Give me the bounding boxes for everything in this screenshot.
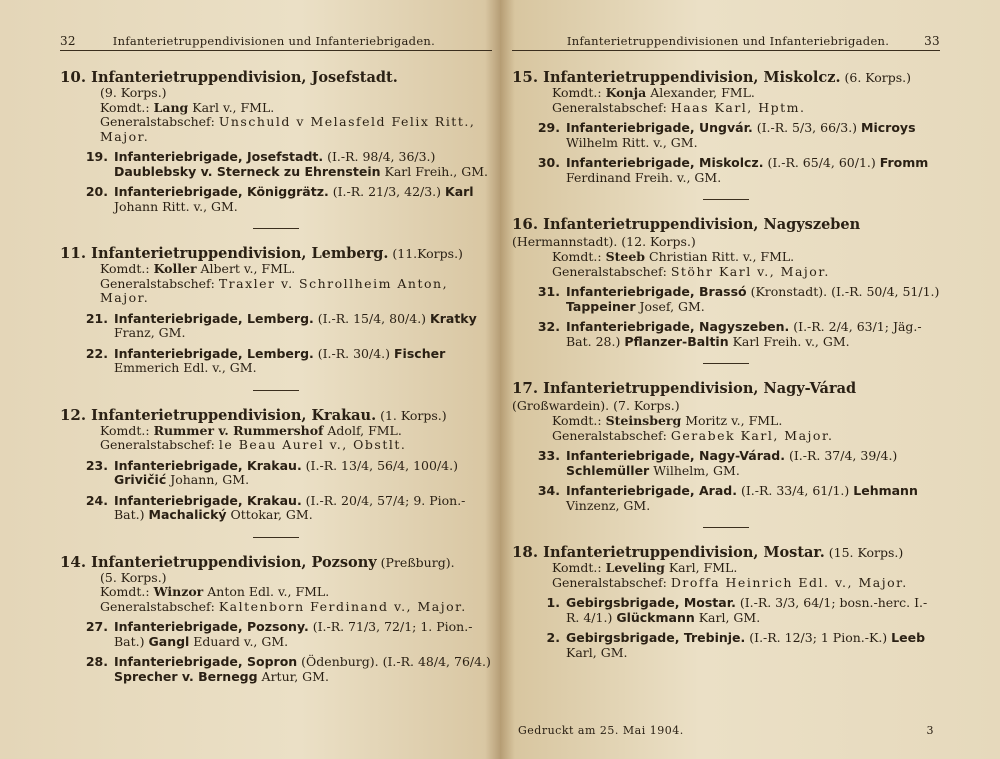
left-running-title: Infanterietruppendivisionen und Infanteriebrigaden. (112, 34, 436, 48)
division-title: Infanterietruppendivision, Pozsony (91, 553, 377, 571)
brigade-number: 1. (546, 595, 560, 610)
brigade-regiments: (Ödenburg). (I.-R. 48/4, 76/4.) (297, 654, 491, 669)
division-number: 16. (512, 215, 539, 233)
printer-footer (518, 724, 934, 737)
division-heading (512, 544, 940, 561)
info-detail: le Beau Aurel v., Obstlt. (218, 437, 407, 452)
brigade-entry (60, 655, 492, 684)
division-info-line (512, 265, 940, 280)
brigade-commander: Fischer (394, 345, 446, 361)
brigade-title: Gebirgsbrigade, Trebinje. (566, 630, 746, 645)
brigade-text (566, 285, 940, 314)
brigade-title: Infanteriebrigade, Lemberg. (114, 310, 314, 326)
info-label: Komdt.: (552, 85, 606, 100)
brigade-entry (60, 459, 492, 488)
brigade-commander-rank: Franz, GM. (114, 325, 186, 340)
division-title: Infanterietruppendivision, Josefstadt. (91, 69, 398, 86)
brigade-number: 22. (85, 345, 108, 361)
brigade-commander: Daublebsky v. Sterneck zu Ehrenstein (114, 163, 381, 179)
info-detail: Gerabek Karl, Major. (670, 427, 834, 443)
info-label: Komdt.: (552, 560, 606, 575)
info-label: Komdt.: (100, 261, 154, 276)
info-label: (9. Korps.) (100, 85, 167, 100)
right-page-number: 33 (924, 34, 940, 48)
info-detail: Haas Karl, Hptm. (670, 99, 806, 115)
brigade-number: 28. (85, 654, 108, 669)
commander-name: Leveling (605, 560, 665, 575)
brigade-text (114, 459, 492, 488)
brigade-commander-rank: Wilhelm, GM. (649, 462, 740, 478)
signature-mark: 3 (926, 724, 934, 737)
brigade-commander: Microys (861, 120, 916, 135)
brigade-entry (60, 620, 492, 649)
info-detail: Christian Ritt. v., FML. (645, 249, 795, 264)
brigade-number: 24. (85, 492, 108, 508)
brigade-title: Gebirgsbrigade, Mostar. (566, 595, 736, 610)
brigade-text (114, 655, 492, 684)
brigade-title: Infanteriebrigade, Brassó (566, 284, 747, 299)
brigade-title: Infanteriebrigade, Lemberg. (114, 345, 314, 361)
brigade-number: 34. (537, 483, 560, 498)
division-info-line (512, 101, 940, 116)
commander-name: Steeb (605, 249, 646, 264)
info-detail: Kaltenborn Ferdinand v., Major. (218, 598, 467, 614)
left-division-list (60, 69, 492, 684)
brigade-commander: Karl (445, 184, 474, 199)
info-label: Generalstabschef: (100, 598, 219, 614)
brigade-number: 27. (85, 619, 108, 634)
division-info-line (60, 438, 492, 453)
division-heading (60, 69, 492, 86)
division-heading (512, 216, 940, 250)
info-label: Komdt.: (100, 99, 154, 115)
brigade-text (114, 494, 492, 523)
brigade-regiments: (I.-R. 98/4, 36/3.) (323, 149, 436, 164)
brigade-number: 29. (537, 120, 560, 135)
division-info-line (60, 101, 492, 116)
brigade-commander-rank: Karl Freih. v., GM. (728, 333, 850, 349)
section-divider (703, 363, 749, 364)
brigade-commander-rank: Johann, GM. (166, 472, 250, 487)
division-info-line (512, 576, 940, 591)
brigade-regiments: (I.-R. 65/4, 60/1.) (763, 155, 880, 170)
division-block (60, 245, 492, 376)
right-running-title: Infanterietruppendivisionen und Infanteriebrigaden. (566, 34, 890, 48)
brigade-title: Infanteriebrigade, Krakau. (114, 457, 302, 473)
division-corps: (11.Korps.) (388, 246, 463, 261)
left-running-head (60, 34, 492, 51)
brigade-entry (512, 631, 940, 660)
division-corps: (1. Korps.) (376, 407, 447, 423)
brigade-commander: Glückmann (616, 609, 695, 625)
brigade-title: Infanteriebrigade, Nagy-Várad. (566, 448, 786, 463)
brigade-regiments: (I.-R. 13/4, 56/4, 100/4.) (301, 457, 458, 473)
brigade-entry (512, 596, 940, 625)
division-block (512, 216, 940, 349)
brigade-regiments: (I.-R. 15/4, 80/4.) (313, 310, 431, 326)
info-label: Generalstabschef: (552, 99, 671, 115)
info-detail: Anton Edl. v., FML. (203, 584, 330, 599)
brigade-commander: Sprecher v. Bernegg (114, 668, 258, 684)
brigade-text (114, 150, 492, 179)
brigade-number: 23. (85, 457, 108, 473)
info-label: Komdt.: (100, 422, 154, 438)
brigade-number: 19. (85, 149, 108, 164)
section-divider (253, 228, 299, 229)
brigade-title: Infanteriebrigade, Nagyszeben. (566, 319, 790, 334)
info-label: Generalstabschef: (100, 437, 219, 452)
division-title: Infanterietruppendivision, Nagy-Várad (543, 380, 857, 397)
division-corps: (15. Korps.) (824, 545, 904, 560)
brigade-commander-rank: Emmerich Edl. v., GM. (114, 360, 257, 375)
brigade-regiments: (I.-R. 12/3; 1 Pion.-K.) (745, 630, 892, 645)
brigade-commander-rank: Eduard v., GM. (189, 633, 289, 649)
division-block (512, 69, 940, 185)
section-divider (253, 390, 299, 391)
division-corps: (6. Korps.) (840, 70, 912, 85)
brigade-regiments: (I.-R. 37/4, 39/4.) (785, 448, 898, 463)
info-label: Komdt.: (100, 584, 154, 599)
brigade-entry (512, 156, 940, 185)
commander-name: Koller (153, 261, 197, 276)
commander-name: Konja (605, 85, 647, 100)
brigade-title: Infanteriebrigade, Ungvár. (566, 120, 753, 135)
division-corps: (Hermannstadt). (12. Korps.) (512, 234, 696, 249)
brigade-number: 20. (85, 184, 108, 199)
info-detail: Alexander, FML. (646, 85, 755, 100)
info-detail: Traxler v. Schrollheim Anton, Major. (100, 275, 449, 305)
info-detail: Unschuld v Melasfeld Felix Ritt., Major. (100, 114, 476, 144)
division-info-line (512, 561, 940, 576)
division-block (512, 544, 940, 660)
brigade-regiments: (I.-R. 33/4, 61/1.) (736, 483, 854, 498)
brigade-commander: Schlemüller (566, 462, 650, 478)
brigade-entry (60, 494, 492, 523)
left-page-number: 32 (60, 34, 76, 48)
division-title: Infanterietruppendivision, Mostar. (543, 544, 825, 561)
brigade-title: Infanteriebrigade, Arad. (566, 483, 737, 498)
division-info-line (60, 424, 492, 439)
division-corps: (Großwardein). (7. Korps.) (512, 398, 680, 413)
brigade-text (566, 320, 940, 349)
brigade-regiments: (I.-R. 71/3, 72/1; 1. Pion.-Bat.) (114, 619, 473, 649)
info-label: Komdt.: (552, 413, 606, 428)
info-label: (5. Korps.) (100, 569, 167, 585)
brigade-entry (512, 121, 940, 150)
info-label: Generalstabschef: (100, 275, 219, 291)
division-corps: (Preßburg). (376, 554, 455, 570)
division-info-line (512, 414, 940, 429)
brigade-title: Infanteriebrigade, Sopron (114, 654, 298, 669)
section-divider (703, 527, 749, 528)
brigade-regiments: (I.-R. 20/4, 57/4; 9. Pion.-Bat.) (114, 492, 466, 522)
brigade-text (566, 449, 940, 478)
division-info-line (512, 250, 940, 265)
brigade-number: 31. (537, 284, 560, 299)
division-heading (60, 245, 492, 262)
division-block (60, 69, 492, 214)
brigade-regiments: (I.-R. 30/4.) (313, 345, 395, 361)
brigade-commander: Tappeiner (566, 298, 636, 314)
brigade-title: Infanteriebrigade, Miskolcz. (566, 155, 764, 170)
division-number: 10. (60, 68, 87, 86)
brigade-entry (60, 312, 492, 341)
brigade-entry (60, 347, 492, 376)
brigade-commander: Leeb (891, 630, 926, 645)
division-block (60, 407, 492, 523)
brigade-commander-rank: Karl, GM. (566, 644, 628, 660)
brigade-text (566, 484, 940, 513)
brigade-text (566, 121, 940, 150)
division-info-line (60, 262, 492, 277)
brigade-title: Infanteriebrigade, Krakau. (114, 492, 302, 508)
brigade-regiments: (Kronstadt). (I.-R. 50/4, 51/1.) (746, 284, 940, 299)
division-info-line (512, 429, 940, 444)
info-detail: Adolf, FML. (323, 422, 402, 438)
brigade-number: 32. (537, 319, 560, 334)
brigade-text (566, 156, 940, 185)
section-divider (703, 199, 749, 200)
division-number: 14. (60, 552, 87, 571)
brigade-text (114, 620, 492, 649)
info-label: Generalstabschef: (552, 574, 671, 590)
brigade-commander-rank: Karl, GM. (694, 609, 761, 625)
division-info-line (60, 277, 492, 306)
division-heading (60, 407, 492, 424)
info-detail: Stöhr Karl v., Major. (670, 263, 830, 279)
right-page (500, 0, 1000, 759)
brigade-commander: Lehmann (853, 483, 918, 498)
brigade-entry (60, 185, 492, 214)
brigade-title: Infanteriebrigade, Josefstadt. (114, 149, 324, 164)
info-detail: Droffa Heinrich Edl. v., Major. (670, 574, 908, 590)
division-info-line (512, 86, 940, 101)
brigade-entry (512, 320, 940, 349)
commander-name: Steinsberg (605, 413, 682, 428)
brigade-commander-rank: Karl Freih., GM. (380, 163, 488, 179)
commander-name: Rummer v. Rummershof (153, 422, 324, 438)
brigade-regiments: (I.-R. 5/3, 66/3.) (752, 120, 862, 135)
brigade-entry (60, 150, 492, 179)
commander-name: Winzor (153, 584, 204, 599)
division-number: 15. (512, 68, 539, 86)
brigade-title: Infanteriebrigade, Königgrätz. (114, 184, 329, 199)
info-label: Komdt.: (552, 249, 606, 264)
info-label: Generalstabschef: (552, 263, 671, 279)
brigade-text (566, 631, 940, 660)
division-title: Infanterietruppendivision, Krakau. (91, 406, 377, 424)
division-title: Infanterietruppendivision, Lemberg. (91, 245, 389, 262)
division-info-line (60, 585, 492, 600)
brigade-commander-rank: Ottokar, GM. (226, 507, 313, 522)
brigade-regiments: (I.-R. 2/4, 63/1; Jäg.-Bat. 28.) (566, 319, 922, 349)
division-info-line (60, 115, 492, 144)
brigade-text (114, 312, 492, 341)
brigade-commander-rank: Ferdinand Freih. v., GM. (566, 169, 722, 185)
division-info-line (60, 86, 492, 101)
division-block (60, 554, 492, 685)
brigade-regiments: (I.-R. 3/3, 64/1; bosn.-herc. I.-R. 4/1.) (566, 595, 928, 625)
division-block (512, 380, 940, 513)
brigade-commander: Gangl (148, 633, 190, 649)
right-division-list (512, 69, 940, 660)
info-detail: Albert v., FML. (196, 261, 296, 276)
brigade-commander: Grivičić (114, 472, 167, 487)
brigade-commander-rank: Wilhelm Ritt. v., GM. (566, 134, 698, 150)
right-running-head (512, 34, 940, 51)
division-number: 18. (512, 543, 539, 561)
brigade-title: Infanteriebrigade, Pozsony. (114, 619, 309, 634)
brigade-text (114, 347, 492, 376)
brigade-commander: Machalický (148, 507, 227, 522)
print-date: Gedruckt am 25. Mai 1904. (518, 724, 684, 737)
brigade-commander-rank: Johann Ritt. v., GM. (114, 198, 238, 214)
brigade-regiments: (I.-R. 21/3, 42/3.) (328, 184, 446, 199)
brigade-commander-rank: Vinzenz, GM. (566, 497, 651, 513)
division-title: Infanterietruppendivision, Nagyszeben (543, 216, 861, 233)
division-heading (512, 380, 940, 414)
info-label: Generalstabschef: (552, 427, 671, 443)
division-number: 17. (512, 379, 539, 397)
brigade-number: 2. (546, 630, 560, 645)
brigade-commander: Kratky (430, 310, 477, 326)
brigade-commander-rank: Artur, GM. (257, 668, 329, 684)
info-label: Generalstabschef: (100, 114, 219, 129)
info-detail: Moritz v., FML. (681, 413, 783, 428)
section-divider (253, 537, 299, 538)
brigade-text (114, 185, 492, 214)
division-number: 11. (60, 244, 87, 262)
brigade-commander: Pflanzer-Baltin (624, 333, 729, 349)
division-number: 12. (60, 405, 87, 424)
brigade-number: 21. (85, 310, 108, 326)
brigade-number: 33. (537, 448, 560, 463)
division-heading (60, 554, 492, 571)
division-heading (512, 69, 940, 86)
division-title: Infanterietruppendivision, Miskolcz. (543, 69, 841, 86)
brigade-commander-rank: Josef, GM. (635, 298, 705, 314)
division-info-line (60, 571, 492, 586)
info-detail: Karl, FML. (664, 560, 738, 575)
brigade-text (566, 596, 940, 625)
brigade-entry (512, 484, 940, 513)
brigade-commander: Fromm (879, 155, 929, 170)
brigade-entry (512, 449, 940, 478)
division-info-line (60, 600, 492, 615)
brigade-number: 30. (537, 155, 560, 170)
info-detail: Karl v., FML. (188, 99, 275, 115)
commander-name: Lang (153, 99, 189, 115)
brigade-entry (512, 285, 940, 314)
